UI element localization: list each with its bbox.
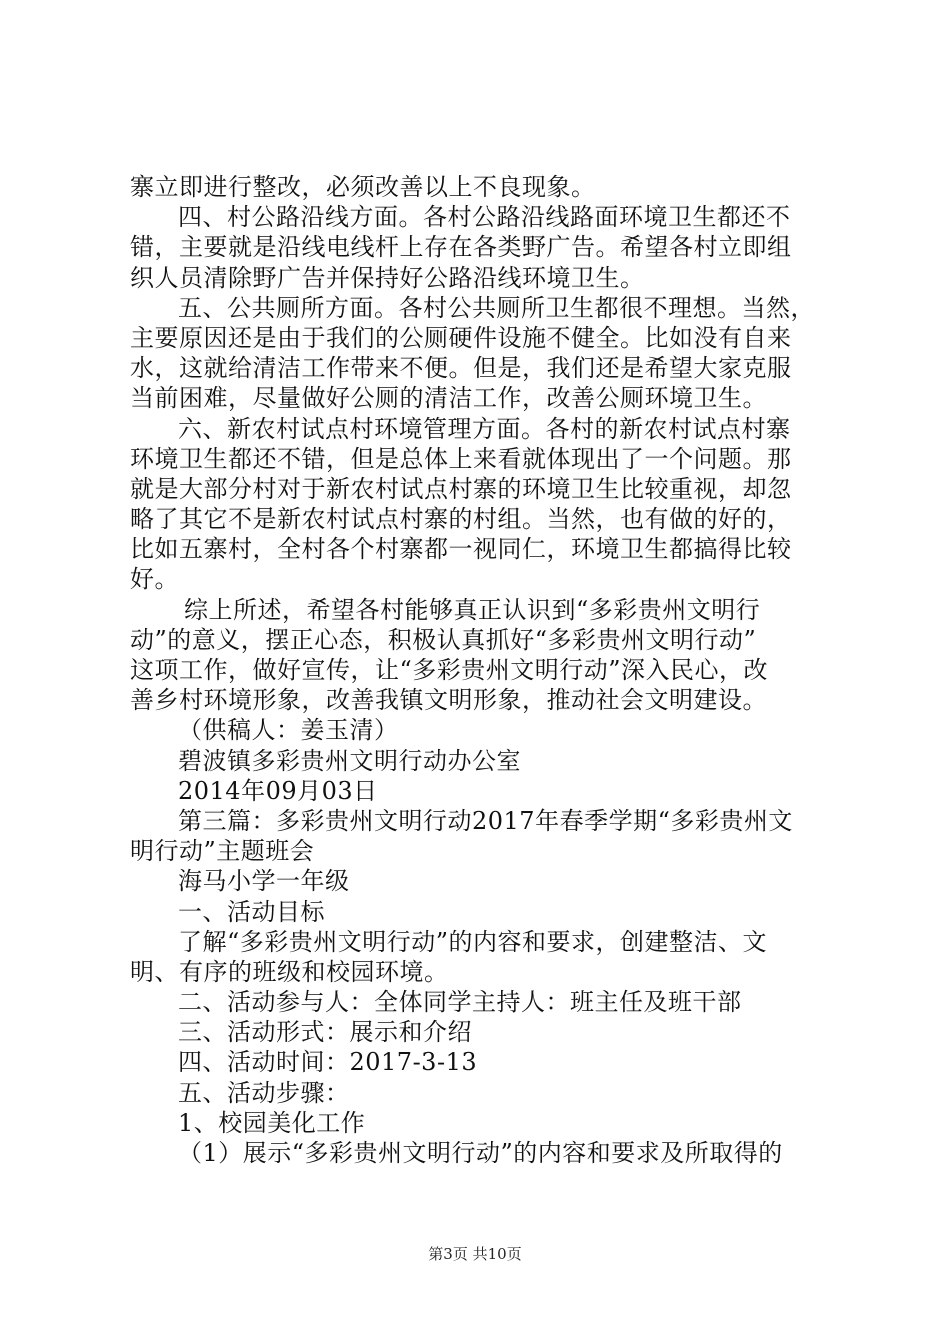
text-line: 当前困难，尽量做好公厕的清洁工作，改善公厕环境卫生。 (130, 384, 767, 413)
text-line: 三、活动形式：展示和介绍 (178, 1018, 472, 1047)
text-line: 1、校园美化工作 (178, 1108, 366, 1137)
text-line: 一、活动目标 (178, 897, 325, 926)
section-heading: 第三篇：多彩贵州文明行动2017年春季学期“多彩贵州文 (178, 806, 793, 835)
text-line: 环境卫生都还不错，但是总体上来看就体现出了一个问题。那 (130, 444, 792, 473)
text-line: 综上所述，希望各村能够真正认识到“多彩贵州文明行 (184, 595, 761, 624)
document-body (130, 172, 830, 1168)
text-line: 寨立即进行整改，必须改善以上不良现象。 (130, 173, 596, 201)
text-line: 二、活动参与人：全体同学主持人：班主任及班干部 (178, 988, 742, 1017)
office-line: 碧波镇多彩贵州文明行动办公室 (178, 746, 521, 775)
text-line: 略了其它不是新农村试点村寨的村组。当然，也有做的好的， (130, 505, 792, 534)
text-line: 错，主要就是沿线电线杆上存在各类野广告。希望各村立即组 (130, 233, 792, 262)
text-line: 明、有序的班级和校园环境。 (130, 957, 449, 986)
contributor-line: （供稿人：姜玉清） (178, 716, 399, 745)
text-line: 五、活动步骤： (178, 1078, 350, 1107)
text-line: 就是大部分村对于新农村试点村寨的环境卫生比较重视，却忽 (130, 474, 792, 503)
text-line: 比如五寨村，全村各个村寨都一视同仁，环境卫生都搞得比较 (130, 535, 792, 564)
text-line: 五、公共厕所方面。各村公共厕所卫生都很不理想。当然， (178, 293, 815, 322)
text-line: 明行动”主题班会 (130, 837, 315, 866)
text-line: 这项工作，做好宣传，让“多彩贵州文明行动”深入民心，改 (130, 656, 769, 684)
text-line: 了解“多彩贵州文明行动”的内容和要求，创建整洁、文 (178, 927, 768, 956)
text-line: 动”的意义，摆正心态，积极认真抓好“多彩贵州文明行动” (130, 625, 757, 654)
text-line: 水，这就给清洁工作带来不便。但是，我们还是希望大家克服 (130, 354, 792, 383)
text-line: 好。 (130, 565, 179, 594)
text-line: 四、活动时间：2017-3-13 (178, 1048, 478, 1077)
date-line: 2014年09月03日 (178, 776, 378, 805)
school-line: 海马小学一年级 (178, 867, 350, 896)
text-line: 善乡村环境形象，改善我镇文明形象，推动社会文明建设。 (130, 686, 767, 715)
text-line: 六、新农村试点村环境管理方面。各村的新农村试点村寨 (178, 414, 791, 443)
text-line: 四、村公路沿线方面。各村公路沿线路面环境卫生都还不 (178, 203, 791, 232)
text-line: （1）展示“多彩贵州文明行动”的内容和要求及所取得的 (178, 1139, 783, 1167)
page-number-footer: 第3页 共10页 (428, 1245, 522, 1263)
text-line: 主要原因还是由于我们的公厕硬件设施不健全。比如没有自来 (130, 323, 792, 352)
text-line: 织人员清除野广告并保持好公路沿线环境卫生。 (130, 263, 645, 292)
